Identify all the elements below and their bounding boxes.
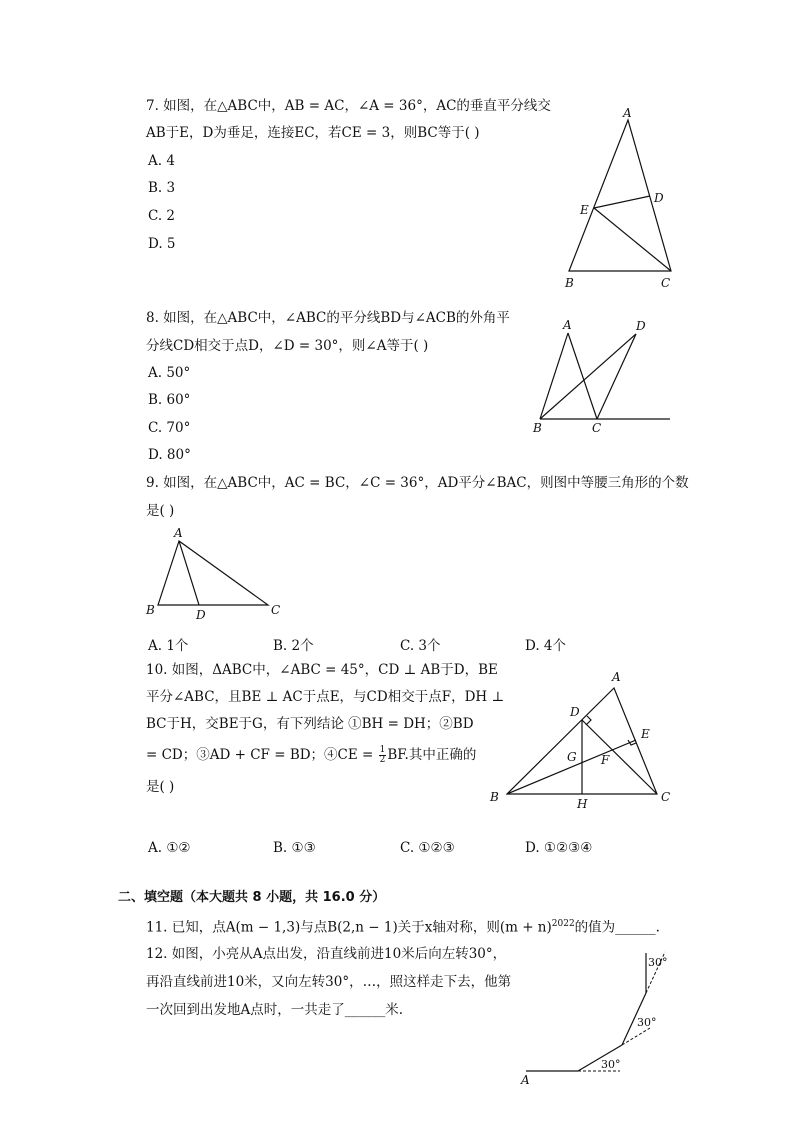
- q7-label-b: B: [565, 276, 574, 290]
- q12-dashed-extensions: [578, 952, 665, 1071]
- q7-stem-line1: 7. 如图，在△ABC中，AB = AC，∠A = 36°，AC的垂直平分线交: [146, 98, 551, 114]
- q12-stem-line3: 一次回到出发地A点时，一共走了______米.: [146, 1002, 404, 1018]
- q9-option-b[interactable]: B. 2个: [273, 638, 314, 654]
- q7-option-d[interactable]: D. 5: [148, 236, 176, 252]
- q10-option-c[interactable]: C. ①②③: [400, 840, 455, 856]
- q10-option-b[interactable]: B. ①③: [273, 840, 316, 856]
- q7-label-d: D: [654, 191, 664, 205]
- q7-option-b[interactable]: B. 3: [148, 180, 176, 196]
- q10-option-d[interactable]: D. ①②③④: [525, 840, 593, 856]
- q10-label-f: F: [601, 753, 610, 767]
- q11-text-part2: 的值为______.: [574, 919, 660, 936]
- q9-option-d[interactable]: D. 4个: [525, 638, 567, 654]
- q9-label-a: A: [174, 526, 183, 540]
- q8-option-a[interactable]: A. 50°: [148, 365, 191, 381]
- q10-label-a: A: [612, 670, 621, 684]
- q10-label-d: D: [570, 705, 580, 719]
- q10-line4-part2: BF.其中正确的: [387, 747, 477, 763]
- q7-segment-ed: [594, 196, 650, 208]
- q10-label-e: E: [641, 727, 650, 741]
- q12-stem-line1: 12. 如图，小亮从A点出发，沿直线前进10米后向左转30°，: [146, 946, 507, 962]
- q8-segment-ac: [568, 333, 597, 419]
- q9-figure: [158, 541, 268, 605]
- q10-label-c: C: [661, 790, 671, 804]
- q7-option-a[interactable]: A. 4: [148, 153, 175, 169]
- q10-stem-line3: BC于H，交BE于G，有下列结论 ①BH = DH；②BD: [146, 716, 474, 732]
- q8-segment-cd: [597, 334, 636, 419]
- q12-figure: [526, 953, 646, 1071]
- q9-label-d: D: [196, 608, 206, 622]
- q9-option-a[interactable]: A. 1个: [148, 638, 189, 654]
- q8-label-a: A: [563, 318, 572, 332]
- q9-label-c: C: [271, 603, 281, 617]
- q8-stem-line1: 8. 如图，在△ABC中，∠ABC的平分线BD与∠ACB的外角平: [146, 310, 510, 326]
- q10-stem-line2: 平分∠ABC，且BE ⊥ AC于点E，与CD相交于点F，DH ⊥: [146, 689, 505, 705]
- q10-option-a[interactable]: A. ①②: [148, 840, 191, 856]
- q12-angle-2: 30°: [637, 1016, 657, 1029]
- q10-label-b: B: [490, 790, 499, 804]
- q9-stem-line1: 9. 如图，在△ABC中，AC = BC，∠C = 36°，AD平分∠BAC，则图中等腰三角形的个数: [146, 475, 689, 491]
- q10-segment-be: [507, 740, 636, 794]
- q11-exponent: 2022: [551, 919, 575, 929]
- q10-fraction-numerator: 1: [379, 745, 386, 755]
- q8-label-c: C: [592, 421, 602, 435]
- q9-segment-ad: [179, 541, 199, 605]
- q10-stem-line5: 是( ): [146, 779, 175, 795]
- q10-fraction-denominator: 2: [379, 755, 386, 765]
- q10-right-angle-d: [586, 716, 591, 725]
- q7-label-a: A: [623, 106, 632, 120]
- q8-stem-line2: 分线CD相交于点D，∠D = 30°，则∠A等于( ): [146, 338, 429, 354]
- section-heading-fill-in: 二、填空题（本大题共 8 小题，共 16.0 分）: [118, 890, 386, 905]
- q9-label-b: B: [146, 603, 155, 617]
- q10-stem-line1: 10. 如图，ΔABC中，∠ABC = 45°，CD ⊥ AB于D，BE: [146, 662, 498, 678]
- q8-figure: [540, 333, 670, 419]
- q10-label-g: G: [567, 750, 577, 764]
- q8-option-b[interactable]: B. 60°: [148, 392, 191, 408]
- q10-label-h: H: [577, 797, 588, 811]
- q7-label-c: C: [661, 276, 671, 290]
- q10-figure: [507, 688, 657, 794]
- q7-stem-line2: AB于E，D为垂足，连接EC，若CE = 3，则BC等于( ): [146, 125, 480, 141]
- q11-text-part1: 11. 已知，点A(m − 1,3)与点B(2,n − 1)关于x轴对称，则(m + n): [146, 919, 552, 936]
- q8-option-c[interactable]: C. 70°: [148, 420, 191, 436]
- q9-triangle-abc: [158, 541, 268, 605]
- q9-stem-line2: 是( ): [146, 503, 175, 519]
- q7-segment-ec: [594, 208, 671, 271]
- q7-label-e: E: [580, 203, 589, 217]
- q12-angle-3: 30°: [648, 956, 668, 969]
- q9-option-c[interactable]: C. 3个: [400, 638, 441, 654]
- q12-stem-line2: 再沿直线前进10米，又向左转30°，…，照这样走下去，他第: [146, 974, 512, 990]
- q7-option-c[interactable]: C. 2: [148, 208, 176, 224]
- q8-label-b: B: [533, 421, 542, 435]
- q12-angle-1: 30°: [601, 1058, 621, 1071]
- q8-option-d[interactable]: D. 80°: [148, 447, 191, 463]
- q12-label-a: A: [521, 1073, 530, 1087]
- q10-line4-part1: = CD；③AD + CF = BD；④CE =: [146, 747, 378, 763]
- q8-label-d: D: [636, 319, 646, 333]
